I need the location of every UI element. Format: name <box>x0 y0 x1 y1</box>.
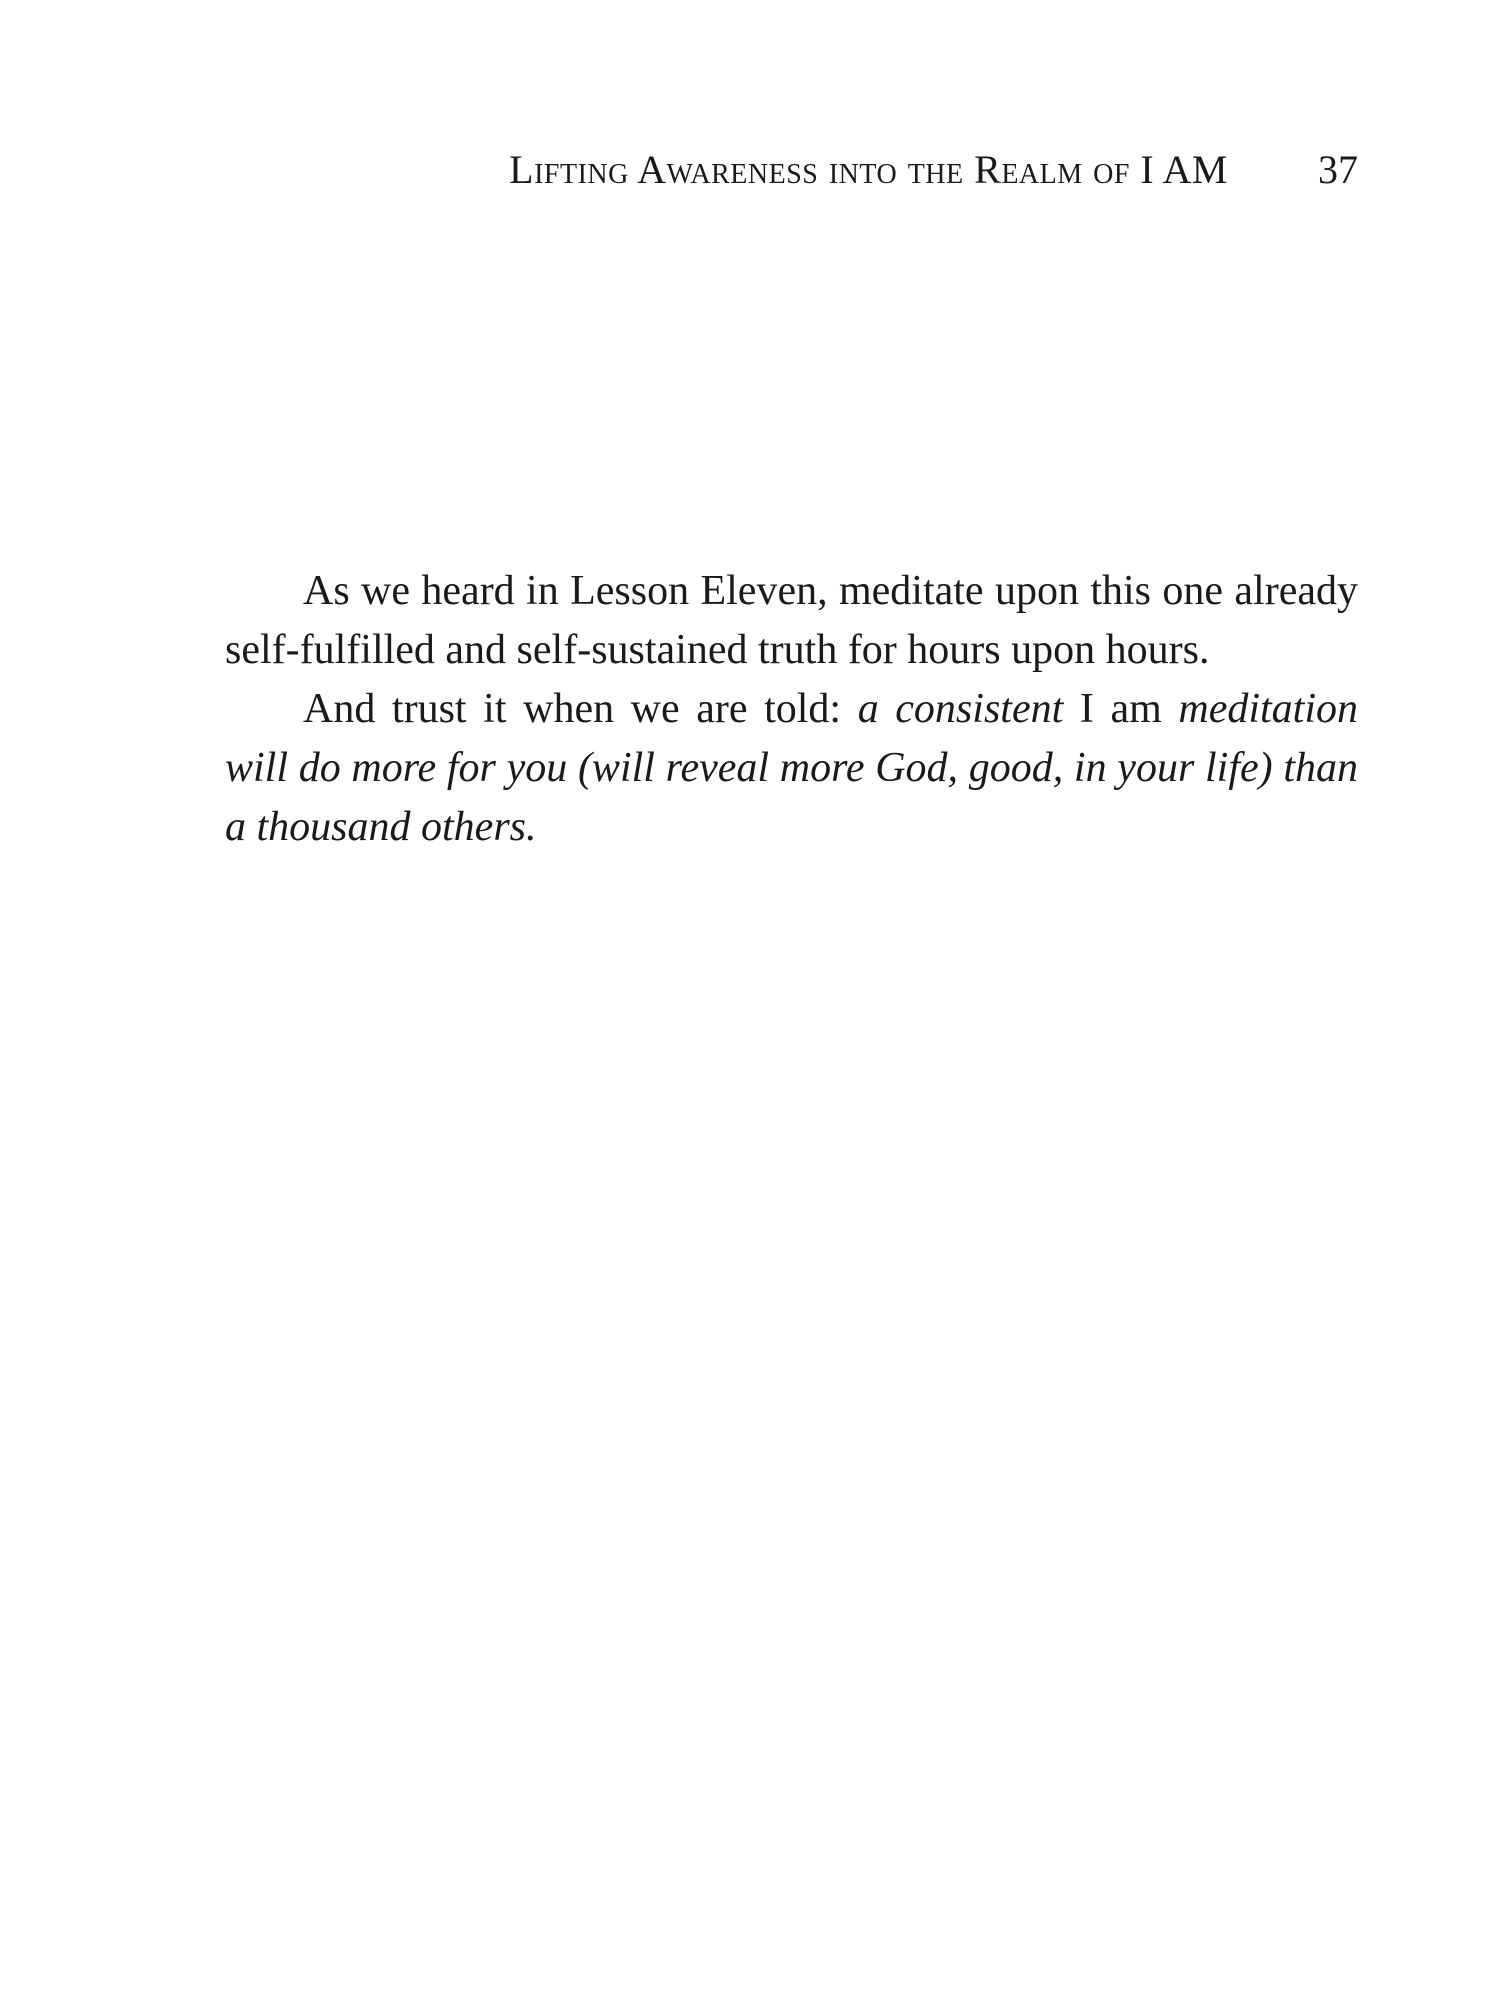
running-head <box>225 140 1358 200</box>
paragraph-2-italic-2: meditation will do more for you (will reveal more God, good, in your life) than a thousand others. <box>225 686 1359 850</box>
body-text <box>225 562 1358 857</box>
paragraph-2-italic-1: a consistent <box>857 686 1064 732</box>
running-title: Lifting Awareness into the Realm of I AM <box>509 147 1228 192</box>
paragraph-1: As we heard in Lesson Eleven, meditate upon this one already self-fulfilled and self-sustained truth for hours upon hours. <box>225 568 1358 673</box>
paragraph-2-roman-1: I am <box>1063 686 1179 732</box>
page-number: 37 <box>1318 147 1358 192</box>
paragraph-2 <box>225 680 1358 857</box>
paragraph-2-lead: And trust it when we are told: <box>303 686 858 732</box>
